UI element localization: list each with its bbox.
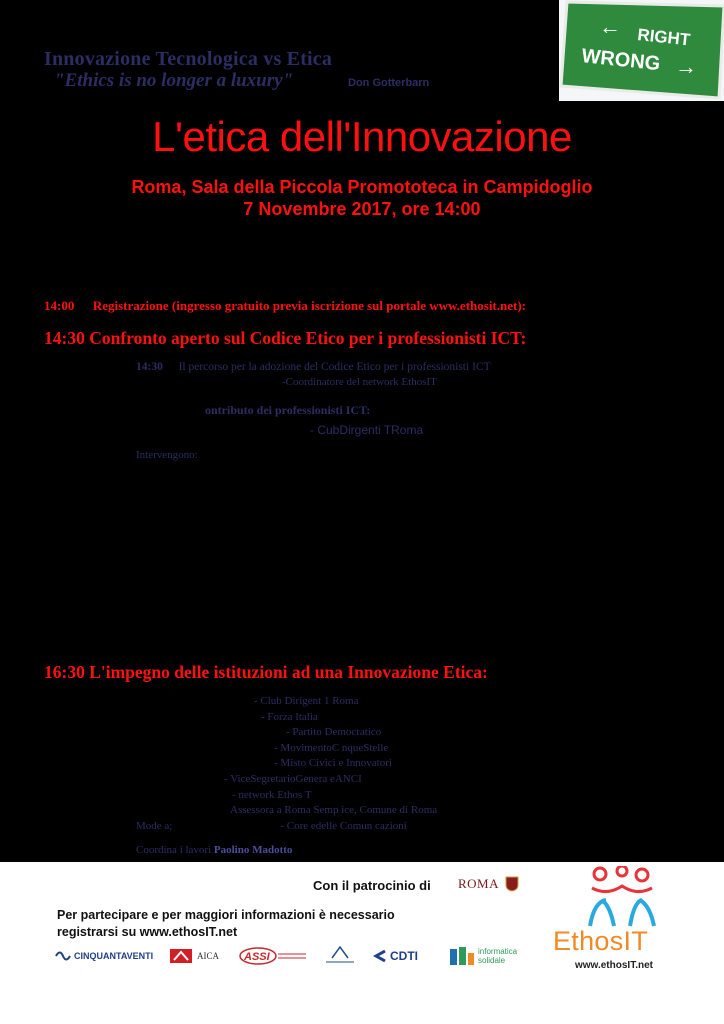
aica-icon	[170, 949, 192, 963]
partner-assi	[238, 946, 308, 966]
ethosit-figures-icon	[582, 866, 662, 928]
partner-informatica-solidale: informatica solidale	[449, 945, 538, 967]
road-sign-icon	[559, 0, 724, 101]
session1-item-time: 14:30	[136, 361, 163, 373]
speaker-row: - Forza Italia	[261, 710, 318, 723]
session1-item-text: Il percorso per la adozione del Codice Etico per i professionisti ICT	[178, 361, 491, 373]
subtitle: Innovazione Tecnologica vs Etica	[44, 48, 333, 70]
ethosit-logo-text: EthosIT	[553, 926, 649, 956]
session2-heading	[44, 662, 488, 683]
speaker-row: - Club Dirigent 1 Roma	[254, 695, 359, 707]
right-wrong-sign-image	[559, 0, 724, 101]
cinquantaventi-icon	[55, 949, 71, 963]
session1-item	[136, 361, 491, 373]
patronage-text: Con il patrocinio di	[313, 878, 431, 893]
registration-row	[44, 298, 526, 314]
coordinator-name: Paolino Madotto	[213, 844, 293, 856]
contribution-role: - CubDirgenti TRoma	[310, 423, 424, 437]
session1-heading	[44, 328, 526, 349]
cdti-icon	[373, 949, 387, 963]
session1-time: 14:30	[44, 328, 85, 348]
roma-shield-icon	[505, 876, 519, 892]
quote: "Ethics is no longer a luxury"	[54, 70, 294, 91]
partner-stati-generali	[322, 944, 358, 966]
page-title: L'etica dell'Innovazione	[152, 113, 572, 160]
contribution-heading: ontributo dei professionisti ICT:	[205, 403, 371, 417]
venue: Roma, Sala della Piccola Promototeca in Campidoglio	[131, 177, 593, 197]
speaker-row: - Misto Civici e Innovatori	[274, 757, 392, 770]
speaker-row: - network Ethos T	[232, 788, 312, 801]
speaker-row: Assessora a Roma Semp ice, Comune di Roma	[230, 804, 438, 817]
informatica-solidale-icon	[449, 945, 475, 967]
partner-aica: AICA	[170, 949, 219, 963]
sign-right-label: RIGHT	[636, 25, 692, 50]
partner-cinquantaventi: CINQUANTAVENTI	[55, 949, 153, 963]
partner-cdti: CDTI	[373, 949, 418, 963]
coordination-row	[136, 844, 292, 856]
intervengono-label: Intervengono:	[136, 449, 198, 461]
quote-author: Don Gotterbarn	[348, 77, 430, 89]
speaker-row: - ViceSegretarioGenera eANCI	[224, 772, 362, 785]
session2-title: L'impegno delle istituzioni ad una Innovazione Etica:	[89, 662, 488, 682]
sign-wrong-label: WRONG	[580, 45, 662, 76]
session1-item-speaker-role: -Coordinatore del network EthosIT	[282, 376, 437, 388]
stati-generali-icon	[322, 944, 358, 966]
roma-logo: ROMA	[458, 876, 519, 892]
speaker-row: Mode a; - Core edelle Comun cazioni	[136, 819, 407, 832]
sign-left-arrow: ←	[599, 14, 621, 39]
speaker-row: - MovimentoC nqueStelle	[274, 741, 389, 754]
info-line-2: registrarsi su www.ethosIT.net	[57, 925, 238, 939]
speaker-row: - Partito Democratico	[286, 726, 382, 739]
session1-title: Confronto aperto sul Codice Etico per i professionisti ICT:	[89, 328, 527, 348]
session2-time: 16:30	[44, 662, 85, 682]
event-date: 7 Novembre 2017, ore 14:00	[243, 199, 481, 219]
sign-right-arrow: →	[675, 54, 697, 79]
registration-text: Registrazione (ingresso gratuito previa iscrizione sul portale www.ethosit.net):	[92, 298, 526, 313]
ethosit-url: www.ethosIT.net	[575, 960, 653, 971]
info-line-1: Per partecipare e per maggiori informazioni è necessario	[57, 908, 395, 922]
speaker-list	[136, 694, 556, 834]
assi-icon	[238, 946, 308, 966]
registration-time: 14:00	[44, 298, 75, 313]
coordination-label: Coordina i lavori	[136, 844, 212, 856]
svg-text:ASSI: ASSI	[244, 951, 270, 963]
